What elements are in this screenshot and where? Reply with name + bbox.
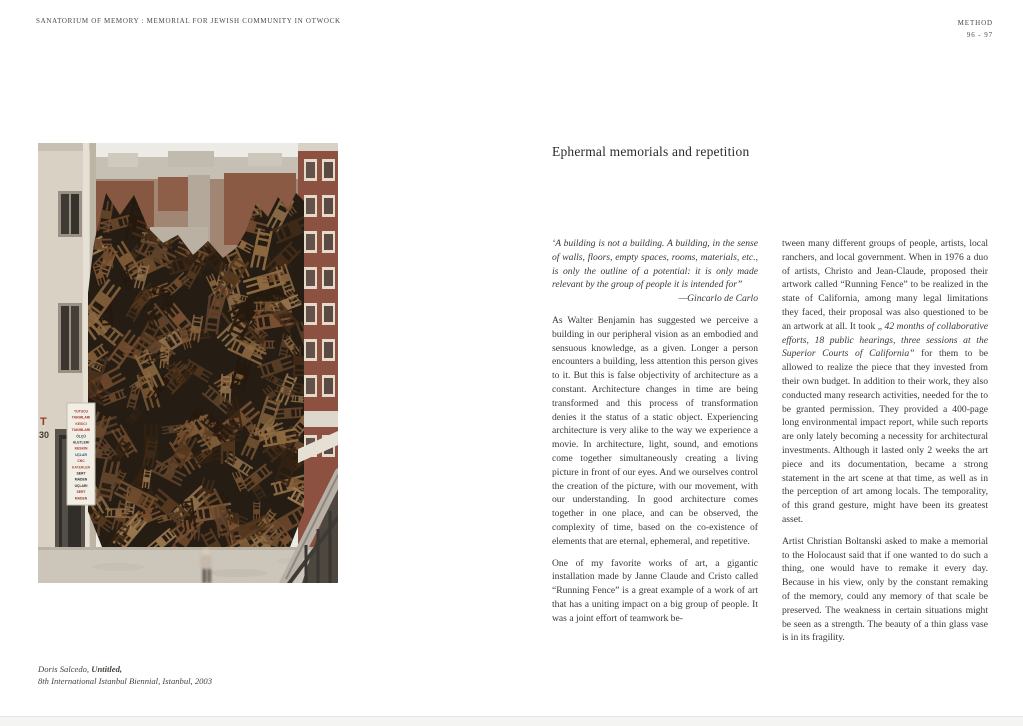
svg-text:UÇLAR: UÇLAR <box>75 452 87 457</box>
running-header: SANATORIUM OF MEMORY : MEMORIAL FOR JEWISH COMMUNITY IN OTWOCK <box>36 17 341 25</box>
window <box>61 306 69 370</box>
section-label: METHOD <box>957 19 993 27</box>
caption-work-title: Untitled, <box>91 664 123 674</box>
caption-line1 <box>38 664 358 676</box>
svg-text:TUTUCU: TUTUCU <box>74 409 88 414</box>
epigraph-quote: ‘A building is not a building. A building, in the sense of walls, floors, empty spaces, rooms, materials, etc., is only the outline of a potential: it is only made relevant by the group of people it is intended for” <box>552 238 758 291</box>
svg-text:ÖLÇÜ: ÖLÇÜ <box>76 434 86 439</box>
text-column-1 <box>552 237 758 626</box>
wall-letter: T <box>40 416 47 428</box>
svg-text:MADEN: MADEN <box>74 496 88 501</box>
viewer-bottom-strip <box>0 716 1023 726</box>
svg-text:MADEN: MADEN <box>74 477 88 482</box>
svg-text:TAKIMLARI: TAKIMLARI <box>71 428 91 433</box>
epigraph-attribution: —Gincarlo de Carlo <box>678 293 758 305</box>
svg-text:ALETLERI: ALETLERI <box>72 440 90 445</box>
window <box>71 306 79 370</box>
body-paragraph <box>782 237 988 527</box>
paragraph-segment: tween many different groups of people, artists, local ranchers, and local government. When in 1976 a duo of artists, Christo and Jean-Claude, proposed their artwork called “Running Fence” to be realized in the state of California, among many legal limitations they faced, their proposal was also questioned to be an artwork at all. It took „ <box>782 238 988 332</box>
window <box>61 194 69 234</box>
photo-caption <box>38 664 358 687</box>
svg-text:KESICI: KESICI <box>75 421 87 426</box>
photo-illustration <box>38 143 338 583</box>
left-building <box>38 143 96 583</box>
svg-text:TAKIMLARI: TAKIMLARI <box>71 415 91 420</box>
svg-text:KATERLER: KATERLER <box>71 465 91 470</box>
salcedo-installation-photo <box>38 143 338 583</box>
wall-number: 30 <box>39 430 50 440</box>
body-paragraph: Artist Christian Boltanski asked to make a memorial to the Holocaust said that if one wanted to do such a thing, one would have to remake it every day. Because in his view, only by the constant remaking of the memory, could any memory of that scale be preserved. The weakness in certain situations might be seen as a strength. The beauty of a thin glass vase is in its fragility. <box>782 535 988 644</box>
body-paragraph: As Walter Benjamin has suggested we perceive a building in our peripheral vision as an embodied and sensuous knowledge, as a given. Longer a person encounters a building, less attention this person gives to it. But this is false objectivity of architecture as a constant. Architecture changes in time are being transformed and this process of transformation denies it the status of a static object. Experiencing architecture is very alike to the way we experience a movie. In architecture, light, sound, and emotions come together simultaneously creating a living picture in front of our eyes. And we ourselves control the creation of the picture, with our movement, with our understanding. In good architecture comes together in one place, and can be observed, the complexity of time, based on the co-existence of elements that are eternal, ephemeral, and repetitive. <box>552 314 758 547</box>
shop-sign <box>67 403 95 505</box>
page-numbers: 96 - 97 <box>966 31 993 39</box>
text-column-2 <box>782 237 988 645</box>
svg-text:SERT: SERT <box>76 490 86 495</box>
svg-text:UÇLARI: UÇLARI <box>74 483 88 488</box>
paragraph-segment: for them to be allowed to realize the piece that they invested from their own budget. In addition to their work, they also conducted many research activities, needed for the to be granted permission. They provided a 400-page long environmental impact report, while such reports are only lately becoming a necessity for architectural investments. Although it lasted only 2 weeks the art piece and its documentation, became a strong statement in the art scene at that time, as well as in the perception of art among locals. The temporality, of this grand gesture, might have been its greatest asset. <box>782 348 988 525</box>
caption-artist: Doris Salcedo, <box>38 664 92 674</box>
paragraph-segment-italic: 42 months of collaborative efforts, 18 public hearings, three sessions at the Superior Courts of California” <box>782 320 989 360</box>
svg-text:CNC: CNC <box>77 459 85 464</box>
running-header-right <box>958 17 993 41</box>
body-paragraph: One of my favorite works of art, a gigantic installation made by Janne Claude and Cristo called “Running Fence” is a great example of a work of art that has a uniting impact on a big group of people. It was a joint effort of teamwork be- <box>552 557 758 624</box>
window <box>71 194 79 234</box>
chapter-title: Ephermal memorials and repetition <box>552 144 750 159</box>
caption-line2: 8th International Istanbul Biennial, Istanbul, 2003 <box>38 675 213 686</box>
svg-text:KESKIN: KESKIN <box>74 446 88 451</box>
svg-text:SERT: SERT <box>76 471 86 476</box>
